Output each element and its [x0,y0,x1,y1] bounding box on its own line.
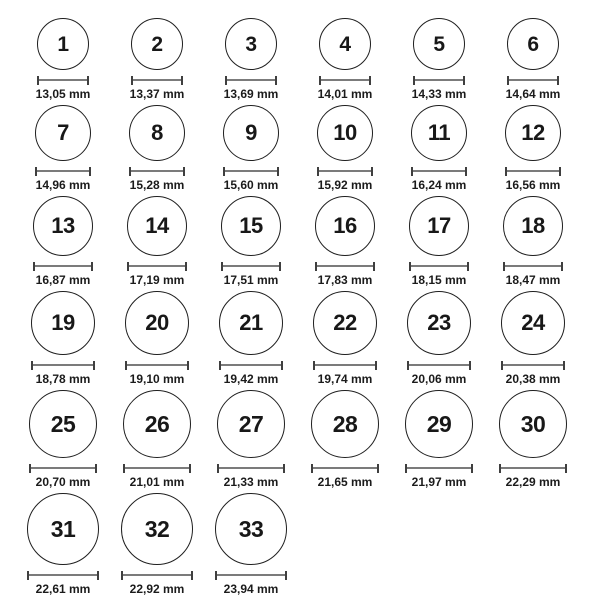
diameter-label: 19,42 mm [223,372,279,386]
ring-size-number: 1 [57,32,69,56]
ring-circle [217,390,285,458]
ring-size-number: 24 [521,310,545,335]
ring-size-cell [204,390,298,489]
ring-circle [505,105,561,161]
diameter-label: 15,28 mm [129,178,185,192]
diameter-ruler [413,76,465,85]
diameter-ruler [31,361,95,370]
ruler-line-icon [221,364,281,366]
diameter-label: 23,94 mm [223,582,279,596]
diameter-ruler [33,262,93,271]
ring-size-number: 5 [433,32,445,56]
diameter-ruler [29,464,97,473]
ring-size-number: 20 [145,310,169,335]
ring-size-row [16,18,600,101]
ring-size-number: 18 [521,213,545,238]
ring-circle [215,493,287,565]
ring-circle [37,18,89,70]
diameter-label: 18,15 mm [411,273,467,287]
ring-circle [503,196,563,256]
ring-size-cell [16,18,110,101]
ring-size-cell [110,105,204,192]
ring-size-number: 12 [521,120,545,145]
ring-size-cell [110,18,204,101]
ring-size-number: 28 [332,410,358,437]
ring-size-number: 16 [333,213,357,238]
ring-size-cell [204,196,298,287]
ring-size-cell [204,493,298,596]
ring-circle [319,18,371,70]
ring-size-number: 14 [145,213,169,238]
diameter-label: 22,61 mm [35,582,91,596]
diameter-label: 21,01 mm [129,475,185,489]
ring-size-row [16,105,600,192]
ring-size-number: 23 [427,310,451,335]
ring-size-number: 17 [427,213,451,238]
diameter-ruler [499,464,567,473]
ruler-line-icon [225,170,277,172]
ring-circle [225,18,277,70]
ruler-line-icon [321,79,369,81]
diameter-label: 18,78 mm [35,372,91,386]
diameter-ruler [405,464,473,473]
diameter-label: 17,19 mm [129,273,185,287]
ring-circle [35,105,91,161]
ring-circle [219,291,283,355]
diameter-ruler [319,76,371,85]
ring-size-number: 26 [144,410,170,437]
ring-circle [313,291,377,355]
diameter-label: 13,69 mm [223,87,279,101]
ring-size-cell [110,493,204,596]
ring-size-number: 22 [333,310,357,335]
diameter-label: 18,47 mm [505,273,561,287]
ring-size-number: 29 [426,410,452,437]
ruler-line-icon [503,364,563,366]
ruler-line-icon [37,170,89,172]
diameter-ruler [131,76,183,85]
ruler-line-icon [227,79,275,81]
diameter-label: 15,92 mm [317,178,373,192]
diameter-ruler [219,361,283,370]
diameter-label: 16,56 mm [505,178,561,192]
diameter-ruler [317,167,373,176]
ring-size-number: 11 [427,120,451,145]
diameter-ruler [503,262,563,271]
diameter-ruler [215,571,287,580]
ruler-line-icon [133,79,181,81]
ring-size-number: 19 [51,310,75,335]
diameter-ruler [411,167,467,176]
diameter-ruler [409,262,469,271]
ring-circle [29,390,97,458]
ring-circle [501,291,565,355]
ring-size-cell [204,105,298,192]
ring-size-cell [298,105,392,192]
diameter-ruler [501,361,565,370]
ring-size-number: 15 [239,213,263,238]
ring-size-row [16,390,600,489]
ring-size-cell [392,390,486,489]
ring-size-number: 2 [151,32,163,56]
diameter-label: 15,60 mm [223,178,279,192]
diameter-label: 13,37 mm [129,87,185,101]
ring-size-cell [486,291,580,386]
ring-size-cell [204,291,298,386]
diameter-ruler [505,167,561,176]
diameter-ruler [407,361,471,370]
diameter-ruler [311,464,379,473]
diameter-label: 14,96 mm [35,178,91,192]
ring-size-cell [486,196,580,287]
ruler-line-icon [35,265,91,267]
diameter-ruler [121,571,193,580]
ring-size-cell [16,196,110,287]
ruler-line-icon [33,364,93,366]
diameter-ruler [127,262,187,271]
ring-size-number: 4 [339,32,351,56]
ring-circle [507,18,559,70]
ruler-line-icon [505,265,561,267]
diameter-ruler [223,167,279,176]
diameter-label: 21,33 mm [223,475,279,489]
diameter-ruler [129,167,185,176]
ring-circle [125,291,189,355]
diameter-ruler [313,361,377,370]
ruler-line-icon [409,364,469,366]
diameter-label: 22,92 mm [129,582,185,596]
ruler-line-icon [317,265,373,267]
diameter-ruler [35,167,91,176]
ruler-line-icon [29,574,97,576]
diameter-label: 16,24 mm [411,178,467,192]
diameter-label: 19,74 mm [317,372,373,386]
ruler-line-icon [127,364,187,366]
ring-size-cell [110,291,204,386]
ruler-line-icon [31,467,95,469]
ring-size-cell [298,390,392,489]
ring-size-cell [486,18,580,101]
ring-size-number: 33 [238,515,264,542]
ring-size-row [16,291,600,386]
ring-size-number: 3 [245,32,257,56]
ring-circle [413,18,465,70]
ring-size-cell [204,18,298,101]
ruler-line-icon [411,265,467,267]
diameter-label: 14,64 mm [505,87,561,101]
ring-circle [127,196,187,256]
ring-size-cell [110,196,204,287]
ring-size-number: 32 [144,515,170,542]
ring-circle [27,493,99,565]
ring-size-number: 27 [238,410,264,437]
ring-size-row [16,493,600,596]
diameter-label: 14,33 mm [411,87,467,101]
ruler-line-icon [223,265,279,267]
ring-circle [131,18,183,70]
ring-size-cell [392,196,486,287]
ring-size-cell [392,291,486,386]
diameter-label: 20,06 mm [411,372,467,386]
diameter-label: 13,05 mm [35,87,91,101]
ring-size-cell [298,196,392,287]
ruler-line-icon [219,467,283,469]
ruler-line-icon [501,467,565,469]
ring-size-cell [16,390,110,489]
ring-circle [33,196,93,256]
ring-size-number: 31 [50,515,76,542]
ruler-line-icon [39,79,87,81]
ring-circle [317,105,373,161]
ring-size-number: 10 [333,120,357,145]
ring-size-cell [392,105,486,192]
ring-size-number: 25 [50,410,76,437]
ring-circle [407,291,471,355]
ring-circle [223,105,279,161]
ring-size-number: 21 [239,310,263,335]
ring-size-cell [486,390,580,489]
ring-size-number: 9 [245,120,257,145]
diameter-ruler [225,76,277,85]
ruler-line-icon [507,170,559,172]
ring-circle [129,105,185,161]
ring-circle [311,390,379,458]
ruler-line-icon [131,170,183,172]
diameter-label: 22,29 mm [505,475,561,489]
ring-circle [499,390,567,458]
diameter-ruler [125,361,189,370]
ruler-line-icon [319,170,371,172]
ruler-line-icon [123,574,191,576]
ring-circle [221,196,281,256]
diameter-label: 16,87 mm [35,273,91,287]
ruler-line-icon [315,364,375,366]
diameter-ruler [507,76,559,85]
ruler-line-icon [415,79,463,81]
ring-circle [315,196,375,256]
ring-size-cell [16,105,110,192]
ring-circle [31,291,95,355]
ring-size-cell [110,390,204,489]
diameter-label: 17,83 mm [317,273,373,287]
ruler-line-icon [509,79,557,81]
diameter-label: 19,10 mm [129,372,185,386]
ring-size-cell [392,18,486,101]
ring-size-cell [486,105,580,192]
ring-size-cell [16,493,110,596]
ring-size-number: 30 [520,410,546,437]
diameter-label: 17,51 mm [223,273,279,287]
ring-circle [409,196,469,256]
ruler-line-icon [129,265,185,267]
diameter-label: 21,97 mm [411,475,467,489]
ruler-line-icon [125,467,189,469]
diameter-ruler [315,262,375,271]
diameter-ruler [221,262,281,271]
diameter-label: 14,01 mm [317,87,373,101]
ring-size-number: 8 [151,120,163,145]
ring-size-row [16,196,600,287]
ring-circle [411,105,467,161]
ring-size-number: 7 [57,120,69,145]
diameter-ruler [123,464,191,473]
ring-circle [121,493,193,565]
ring-size-cell [16,291,110,386]
ring-size-cell [298,291,392,386]
ring-size-cell [298,18,392,101]
ruler-line-icon [413,170,465,172]
ring-circle [405,390,473,458]
ruler-line-icon [407,467,471,469]
ruler-line-icon [313,467,377,469]
diameter-ruler [27,571,99,580]
ring-size-number: 13 [51,213,75,238]
ring-circle [123,390,191,458]
diameter-ruler [37,76,89,85]
ruler-line-icon [217,574,285,576]
diameter-ruler [217,464,285,473]
ring-size-number: 6 [527,32,539,56]
diameter-label: 21,65 mm [317,475,373,489]
diameter-label: 20,38 mm [505,372,561,386]
diameter-label: 20,70 mm [35,475,91,489]
